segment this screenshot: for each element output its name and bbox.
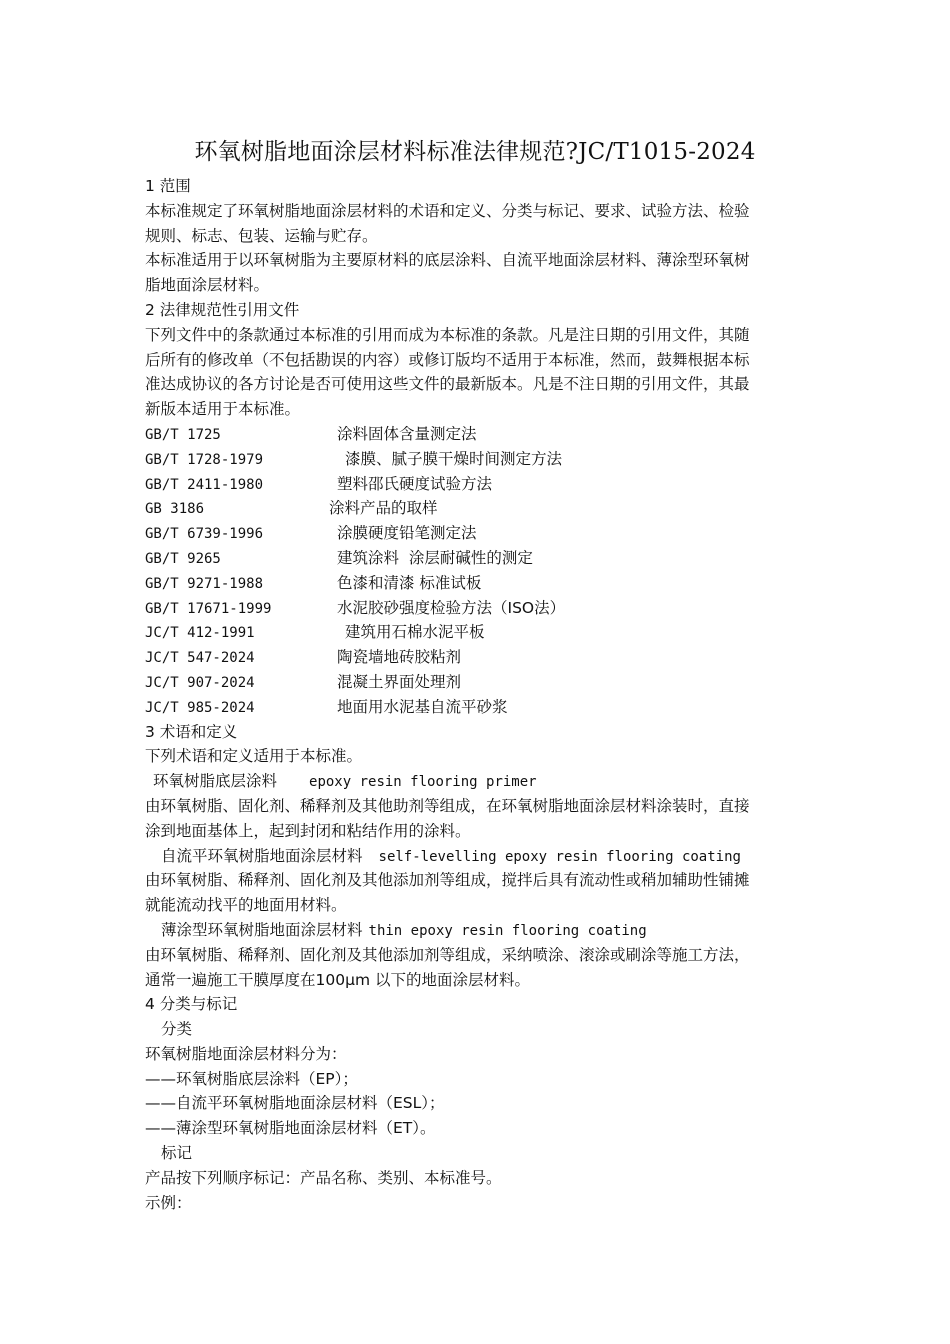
paragraph-line: 由环氧树脂、稀释剂、固化剂及其他添加剂等组成，采纳喷涂、滚涂或刷涂等施工方法， bbox=[145, 945, 750, 964]
subsection-heading: 分类 bbox=[161, 1020, 193, 1039]
term-zh: 环氧树脂底层涂料 bbox=[153, 772, 278, 791]
reference-code: GB/T 9265 bbox=[145, 550, 221, 567]
reference-title: 涂料产品的取样 bbox=[329, 499, 438, 518]
reference-code: GB/T 6739-1996 bbox=[145, 526, 264, 543]
reference-code: JC/T 547-2024 bbox=[145, 650, 255, 667]
list-item: ——薄涂型环氧树脂地面涂层材料（ET）。 bbox=[145, 1119, 436, 1138]
reference-row bbox=[145, 447, 810, 472]
reference-code: JC/T 985-2024 bbox=[145, 699, 255, 716]
document-title: 环氧树脂地面涂层材料标准法律规范?JC/T1015-2024 bbox=[194, 139, 756, 165]
term-zh: 自流平环氧树脂地面涂层材料 bbox=[161, 846, 363, 865]
reference-row bbox=[145, 472, 810, 497]
reference-code: GB/T 9271-1988 bbox=[145, 575, 264, 592]
reference-row bbox=[145, 620, 810, 645]
section-4-heading: 4 分类与标记 bbox=[145, 995, 238, 1014]
term-heading bbox=[145, 844, 810, 869]
reference-row bbox=[145, 645, 810, 670]
reference-title: 陶瓷墙地砖胶粘剂 bbox=[337, 648, 462, 667]
term-en: thin epoxy resin flooring coating bbox=[368, 922, 647, 939]
section-1-heading: 1 范围 bbox=[145, 177, 191, 195]
list-item: ——自流平环氧树脂地面涂层材料（ESL）； bbox=[145, 1094, 445, 1113]
paragraph-line: 涂到地面基体上，起到封闭和粘结作用的涂料。 bbox=[145, 821, 471, 840]
reference-title: 建筑涂料 涂层耐碱性的测定 bbox=[337, 548, 533, 567]
reference-code: GB/T 2411-1980 bbox=[145, 476, 264, 493]
paragraph-line: 示例： bbox=[145, 1193, 192, 1212]
subsection-heading: 标记 bbox=[161, 1144, 193, 1163]
reference-row bbox=[145, 422, 810, 447]
paragraph-line: 就能流动找平的地面用材料。 bbox=[145, 896, 347, 915]
reference-row bbox=[145, 596, 810, 621]
reference-row bbox=[145, 521, 810, 546]
reference-row bbox=[145, 670, 810, 695]
section-2-heading: 2 法律规范性引用文件 bbox=[145, 300, 300, 319]
reference-row bbox=[145, 546, 810, 571]
reference-title: 建筑用石棉水泥平板 bbox=[345, 623, 485, 642]
paragraph-line: 通常一遍施工干膜厚度在100μm 以下的地面涂层材料。 bbox=[145, 970, 530, 989]
term-heading bbox=[145, 769, 810, 794]
term-zh: 薄涂型环氧树脂地面涂层材料 bbox=[161, 920, 363, 939]
paragraph-line: 规则、标志、包装、运输与贮存。 bbox=[145, 226, 378, 245]
paragraph-line: 由环氧树脂、固化剂、稀释剂及其他助剂等组成，在环氧树脂地面涂层材料涂装时，直接 bbox=[145, 796, 750, 815]
section-3-heading: 3 术语和定义 bbox=[145, 722, 238, 741]
reference-title: 涂膜硬度铅笔测定法 bbox=[337, 524, 477, 543]
reference-code: JC/T 412-1991 bbox=[145, 625, 255, 642]
paragraph-line: 环氧树脂地面涂层材料分为： bbox=[145, 1044, 347, 1063]
reference-row bbox=[145, 571, 810, 596]
reference-code: JC/T 907-2024 bbox=[145, 674, 255, 691]
paragraph-line: 本标准规定了环氧树脂地面涂层材料的术语和定义、分类与标记、要求、试验方法、检验 bbox=[145, 201, 750, 220]
reference-title: 水泥胶砂强度检验方法（ISO法） bbox=[337, 598, 566, 617]
paragraph-line: 准达成协议的各方讨论是否可使用这些文件的最新版本。凡是不注日期的引用文件，其最 bbox=[145, 375, 750, 394]
paragraph-line: 新版本适用于本标准。 bbox=[145, 400, 301, 419]
reference-title: 塑料邵氏硬度试验方法 bbox=[337, 474, 493, 493]
reference-code: GB/T 1725 bbox=[145, 426, 221, 443]
reference-row bbox=[145, 695, 810, 720]
document-body bbox=[145, 174, 810, 1215]
paragraph-line: 下列文件中的条款通过本标准的引用而成为本标准的条款。凡是注日期的引用文件，其随 bbox=[145, 325, 750, 344]
term-en: self-levelling epoxy resin flooring coating bbox=[378, 848, 741, 865]
term-heading bbox=[145, 918, 810, 943]
reference-title: 色漆和清漆 标准试板 bbox=[337, 573, 482, 592]
paragraph-line: 脂地面涂层材料。 bbox=[145, 276, 270, 295]
paragraph-line: 后所有的修改单（不包括勘误的内容）或修订版均不适用于本标准，然而，鼓舞根据本标 bbox=[145, 350, 750, 369]
reference-code: GB 3186 bbox=[145, 501, 205, 518]
list-item: ——环氧树脂底层涂料（EP）； bbox=[145, 1069, 358, 1088]
reference-title: 地面用水泥基自流平砂浆 bbox=[337, 697, 508, 716]
reference-title: 涂料固体含量测定法 bbox=[337, 424, 477, 443]
term-en: epoxy resin flooring primer bbox=[309, 774, 537, 791]
reference-code: GB/T 17671-1999 bbox=[145, 600, 272, 617]
reference-title: 混凝土界面处理剂 bbox=[337, 672, 462, 691]
paragraph-line: 由环氧树脂、稀释剂、固化剂及其他添加剂等组成，搅拌后具有流动性或稍加辅助性铺摊 bbox=[145, 871, 750, 890]
reference-row bbox=[145, 496, 810, 521]
reference-code: GB/T 1728-1979 bbox=[145, 451, 264, 468]
reference-title: 漆膜、腻子膜干燥时间测定方法 bbox=[345, 449, 563, 468]
paragraph-line: 产品按下列顺序标记：产品名称、类别、本标准号。 bbox=[145, 1168, 502, 1187]
paragraph-line: 下列术语和定义适用于本标准。 bbox=[145, 747, 363, 766]
paragraph-line: 本标准适用于以环氧树脂为主要原材料的底层涂料、自流平地面涂层材料、薄涂型环氧树 bbox=[145, 251, 750, 270]
